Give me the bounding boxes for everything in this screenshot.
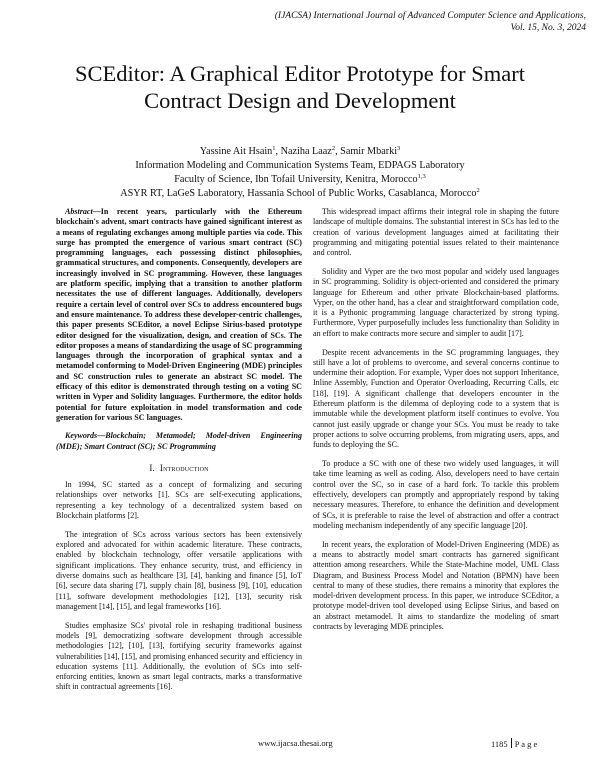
author-sup: 1	[272, 145, 276, 152]
paragraph: The integration of SCs across various sectors has been extensively explored and advocated for within academic literature. These contracts, enabled by blockchain technology, offer versatile applications with significant implications. They enhance security, trust, and efficiency in diverse domains such as healthcare [3], [4], banking and finance [5], IoT [6], secure data sharing [7], supply chain [8], business [9], [10], education [11], software development methodologies [12], [13], security risk management [14], [15], and legal frameworks [16].	[56, 529, 302, 611]
paragraph: This widespread impact affirms their integral role in shaping the future landscape of multiple domains. The substantial interest in SCs has led to the creation of various development languages aimed at facilitating their programming and mitigating potential issues related to their maintenance and control.	[313, 207, 559, 258]
author-sup: 2	[331, 145, 336, 152]
left-column	[56, 207, 302, 701]
journal-name: (IJACSA) International Journal of Advanced Computer Science and Applications,	[274, 11, 586, 21]
author-name: Yassine Ait Hsain	[199, 146, 273, 157]
author-name: Samir Mbarki	[340, 146, 398, 157]
affiliation-sup: 2	[476, 187, 480, 194]
abstract-text: In recent years, particularly with the Ethereum blockchain's advent, smart contracts have gained significant interest as a means of regulating exchanges among multiple parties via code. This surge has prompted the emergence of various smart contract (SC) programming languages, each possessing distinct philosophies, grammatical structures, and components. Consequently, developers are increasingly involved in SC programming. However, these languages are platform specific, implying that a transition to another platform necessitates the use of different languages. Additionally, developers require a certain level of control over SCs to address encountered bugs and ensure maintenance. To address these developer-centric challenges, this paper presents SCEditor, a novel Eclipse Sirius-based prototype editor designed for the visualization, design, and creation of SCs. The editor proposes a means of standardizing the usage of SC programming languages through the incorporation of graphical syntax and a metamodel conforming to Model-Driven Engineering (MDE) principles and SC construction rules to generate an abstract SC model. The efficacy of this editor is demonstrated through testing on a voting SC written in Vyper and Solidity languages. Furthermore, the editor holds potential for future exploitation in model transformation and code generation for various SC languages.	[56, 207, 302, 422]
page-label: P a g e	[514, 739, 538, 749]
paragraph: In 1994, SC started as a concept of formalizing and securing relationships over networks [1]. SCs are self-executing applications, representing a key technology of a decentralized system based on Blockchain platforms [2].	[56, 480, 302, 521]
abstract-label: Abstract—	[65, 207, 101, 216]
section-number: I.	[149, 462, 155, 473]
paragraph: To produce a SC with one of these two widely used languages, it will take time learning as well as coding. Also, developers need to have certain control over the SC, so in case of a hard fork. To tackle this problem effectively, developers can promptly and appropriately respond by taking necessary measures. Therefore, to enhance the definition and development of SCs, it is preferable to raise the level of abstraction and offer a contract modeling mechanism independently of any specific language [20].	[313, 459, 559, 530]
page-number: 1185	[491, 739, 508, 749]
paragraph: Solidity and Vyper are the two most popular and widely used languages in SC programming. Solidity is object-oriented and considered the primary language for Ethereum and other private Blockchain-based platforms. Vyper, on the other hand, has a clear and straightforward compilation code, it is a Pythonic programming language characterized by strong typing. Furthermore, Vyper purposefully includes less functionality than Solidity in an effort to make contracts more secure and simpler to audit [17].	[313, 266, 559, 338]
author-name: Naziha Laaz	[280, 146, 332, 157]
journal-volume: Vol. 15, No. 3, 2024	[510, 23, 586, 33]
right-column	[313, 207, 559, 641]
affiliation-text: Faculty of Science, Ibn Tofail University, Kenitra, Morocco	[174, 174, 418, 185]
author-sup: 3	[397, 145, 401, 152]
affiliation-text: ASYR RT, LaGeS Laboratory, Hassania School of Public Works, Casablanca, Morocco	[120, 188, 477, 199]
author-block	[60, 145, 540, 201]
footer-divider	[511, 738, 512, 748]
paragraph: Despite recent advancements in the SC programming languages, they still have a lot of problems to overcome, and several concerns continue to undermine their adoption. For example, Vyper does not support Inheritance, Inline Assembly, Function and Operator Overloading, Recurring Calls, etc [18], [19]. A significant challenge that developers encounter in the Ethereum platform is the dilemma of deploying code to a system that is immutable while the development platform itself continues to evolve. You cannot just easily upgrade or change your SCs. You must be ready to take proper actions to solve occurring problems, from migrating users, apps, and funds to deploying the SC.	[313, 347, 559, 450]
affiliation	[60, 187, 540, 201]
abstract	[56, 207, 302, 423]
affiliation-sup: 1,3	[417, 173, 426, 180]
paragraph: Studies emphasize SCs' pivotal role in reshaping traditional business models [9], democratizing software development through accessible methodologies [12], [10], [13], fortifying security frameworks against vulnerabilities [14], [15], and promising enhanced security and efficiency in education systems [11]. Additionally, the evolution of SCs into self-enforcing entities, known as smart legal contracts, marks a transformative shift in contractual agreements [16].	[56, 620, 302, 692]
keywords	[56, 431, 302, 452]
paper-title-line-1: SCEditor: A Graphical Editor Prototype for Smart	[75, 61, 525, 86]
keywords-text: Blockchain; Metamodel; Model-driven Engineering (MDE); Smart Contract (SC); SC Programming	[56, 431, 302, 451]
paragraph: In recent years, the exploration of Model-Driven Engineering (MDE) as a means to abstractly model smart contracts has garnered significant attention among researchers. While the State-Machine model, UML Class Diagram, and Business Process Model and Notation (BPMN) have been central to many of these studies, there remains a minority that explores the model-driven development process. In this paper, we introduce SCEditor, a prototype model-driven tool developed using Eclipse Sirius, and based on an abstract metamodel. It aims to standardize the modeling of smart contracts by leveraging MDE principles.	[313, 539, 559, 631]
author-names: Yassine Ait Hsain$^1$, Naziha Laaz$^2$, Samir Mbarki$^3$	[199, 145, 401, 157]
paper-title-line-2: Contract Design and Development	[144, 88, 456, 113]
section-title: Introduction	[159, 462, 209, 473]
section-heading	[56, 463, 302, 473]
journal-header	[226, 10, 586, 34]
affiliation: Information Modeling and Communication Systems Team, EDPAGS Laboratory	[135, 160, 465, 171]
footer-url-link[interactable]: www.ijacsa.thesai.org	[258, 738, 333, 748]
paper-title	[40, 60, 560, 114]
affiliation	[60, 173, 540, 187]
keywords-label: Keywords—	[65, 431, 106, 441]
footer-page	[491, 738, 537, 749]
